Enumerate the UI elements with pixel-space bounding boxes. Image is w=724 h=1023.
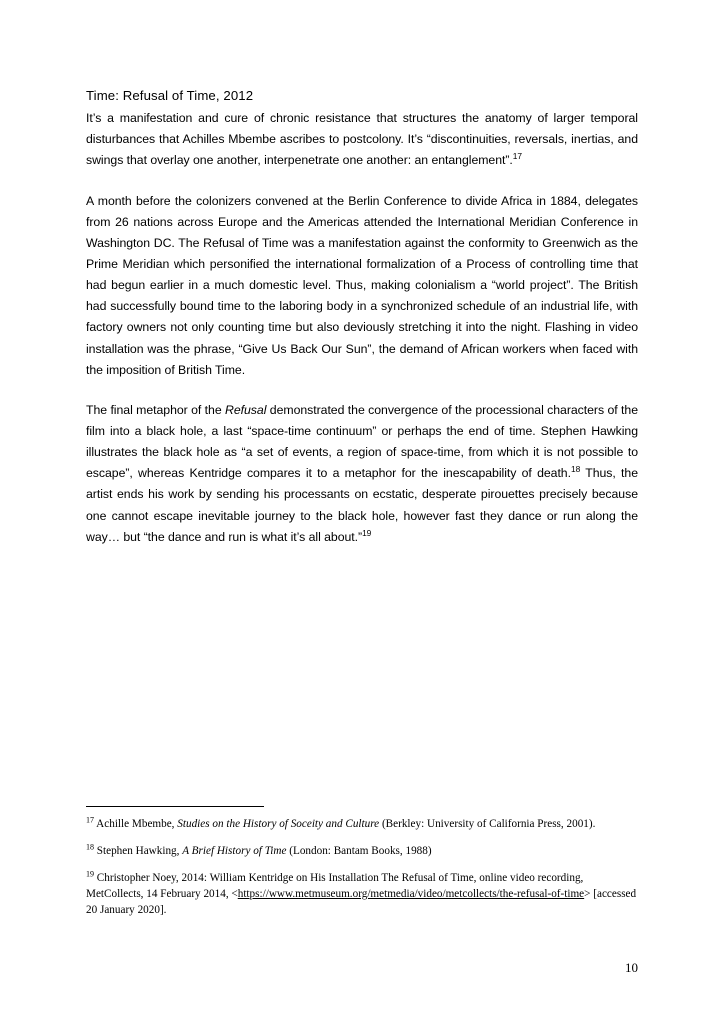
- paragraph-1: It’s a manifestation and cure of chronic resistance that structures the anatomy of larger temporal disturbances that Achilles Mbembe ascribes to postcolony. It’s “discontinuities, reversals, inertias, and swings that overlay one another, interpenetrate one another: an entanglement”.$^{17}$: [86, 111, 638, 168]
- paragraph-2: A month before the colonizers convened at the Berlin Conference to divide Africa in 1884, delegates from 26 nations across Europe and the Americas attended the International Meridian Conference in Washington DC. The Refusal of Time was a manifestation against the conformity to Greenwich as the Prime Meridian which personified the international formalization of a Process of controlling time that had begun earlier in a much domestic level. Thus, making colonialism a “world project”. The British had successfully bound time to the laboring body in a synchronized schedule of an industrial life, with factory owners not only counting time but also deviously stretching it into the night. Flashing in video installation was the phrase, “Give Us Back Our Sun”, the demand of African workers when faced with the imposition of British Time.: [86, 193, 638, 377]
- page-title: Time: Refusal of Time, 2012: [86, 88, 254, 103]
- footnote-separator: [86, 806, 264, 807]
- footnote-marker: 18: [86, 842, 94, 852]
- footnote-marker: 19: [86, 869, 94, 879]
- footnote-17: $^{17}$ Achille Mbembe, Studies on the History of Soceity and Culture (Berkley: University of California Press, 2001).: [86, 815, 596, 830]
- footnote-19: $^{19}$ Christopher Noey, 2014: William Kentridge on His Installation The Refusal of Time, online video recording, MetCollects, 14 February 2014, <https://www.metmuseum.org/metmedia/video/metcollects/the-refusal-of-time> [accessed 20 January 2020].: [86, 869, 637, 916]
- footnote-marker: 17: [86, 815, 94, 825]
- footnote-link[interactable]: https://www.metmuseum.org/metmedia/video/metcollects/the-refusal-of-time: [237, 887, 585, 900]
- footnote-18: $^{18}$ Stephen Hawking, A Brief History of Time (London: Bantam Books, 1988): [86, 842, 432, 857]
- footnotes-section: [86, 806, 638, 930]
- page-content: [86, 86, 638, 565]
- paragraph-3: The final metaphor of the Refusal demonstrated the convergence of the processional characters of the film into a black hole, a last “space-time continuum” or perhaps the end of time. Stephen Hawking illustrates the black hole as “a set of events, a region of space-time, from which it is not possible to escape”, whereas Kentridge compares it to a metaphor for the inescapability of death.$^{18}$ Thus, the artist ends his work by sending his processants on ecstatic, desperate pirouettes precisely because one cannot escape inevitable journey to the black hole, however fast they dance or run along the way… but “the dance and run is what it’s all about.”$^{19}$: [86, 402, 638, 544]
- page-number: 10: [625, 960, 638, 975]
